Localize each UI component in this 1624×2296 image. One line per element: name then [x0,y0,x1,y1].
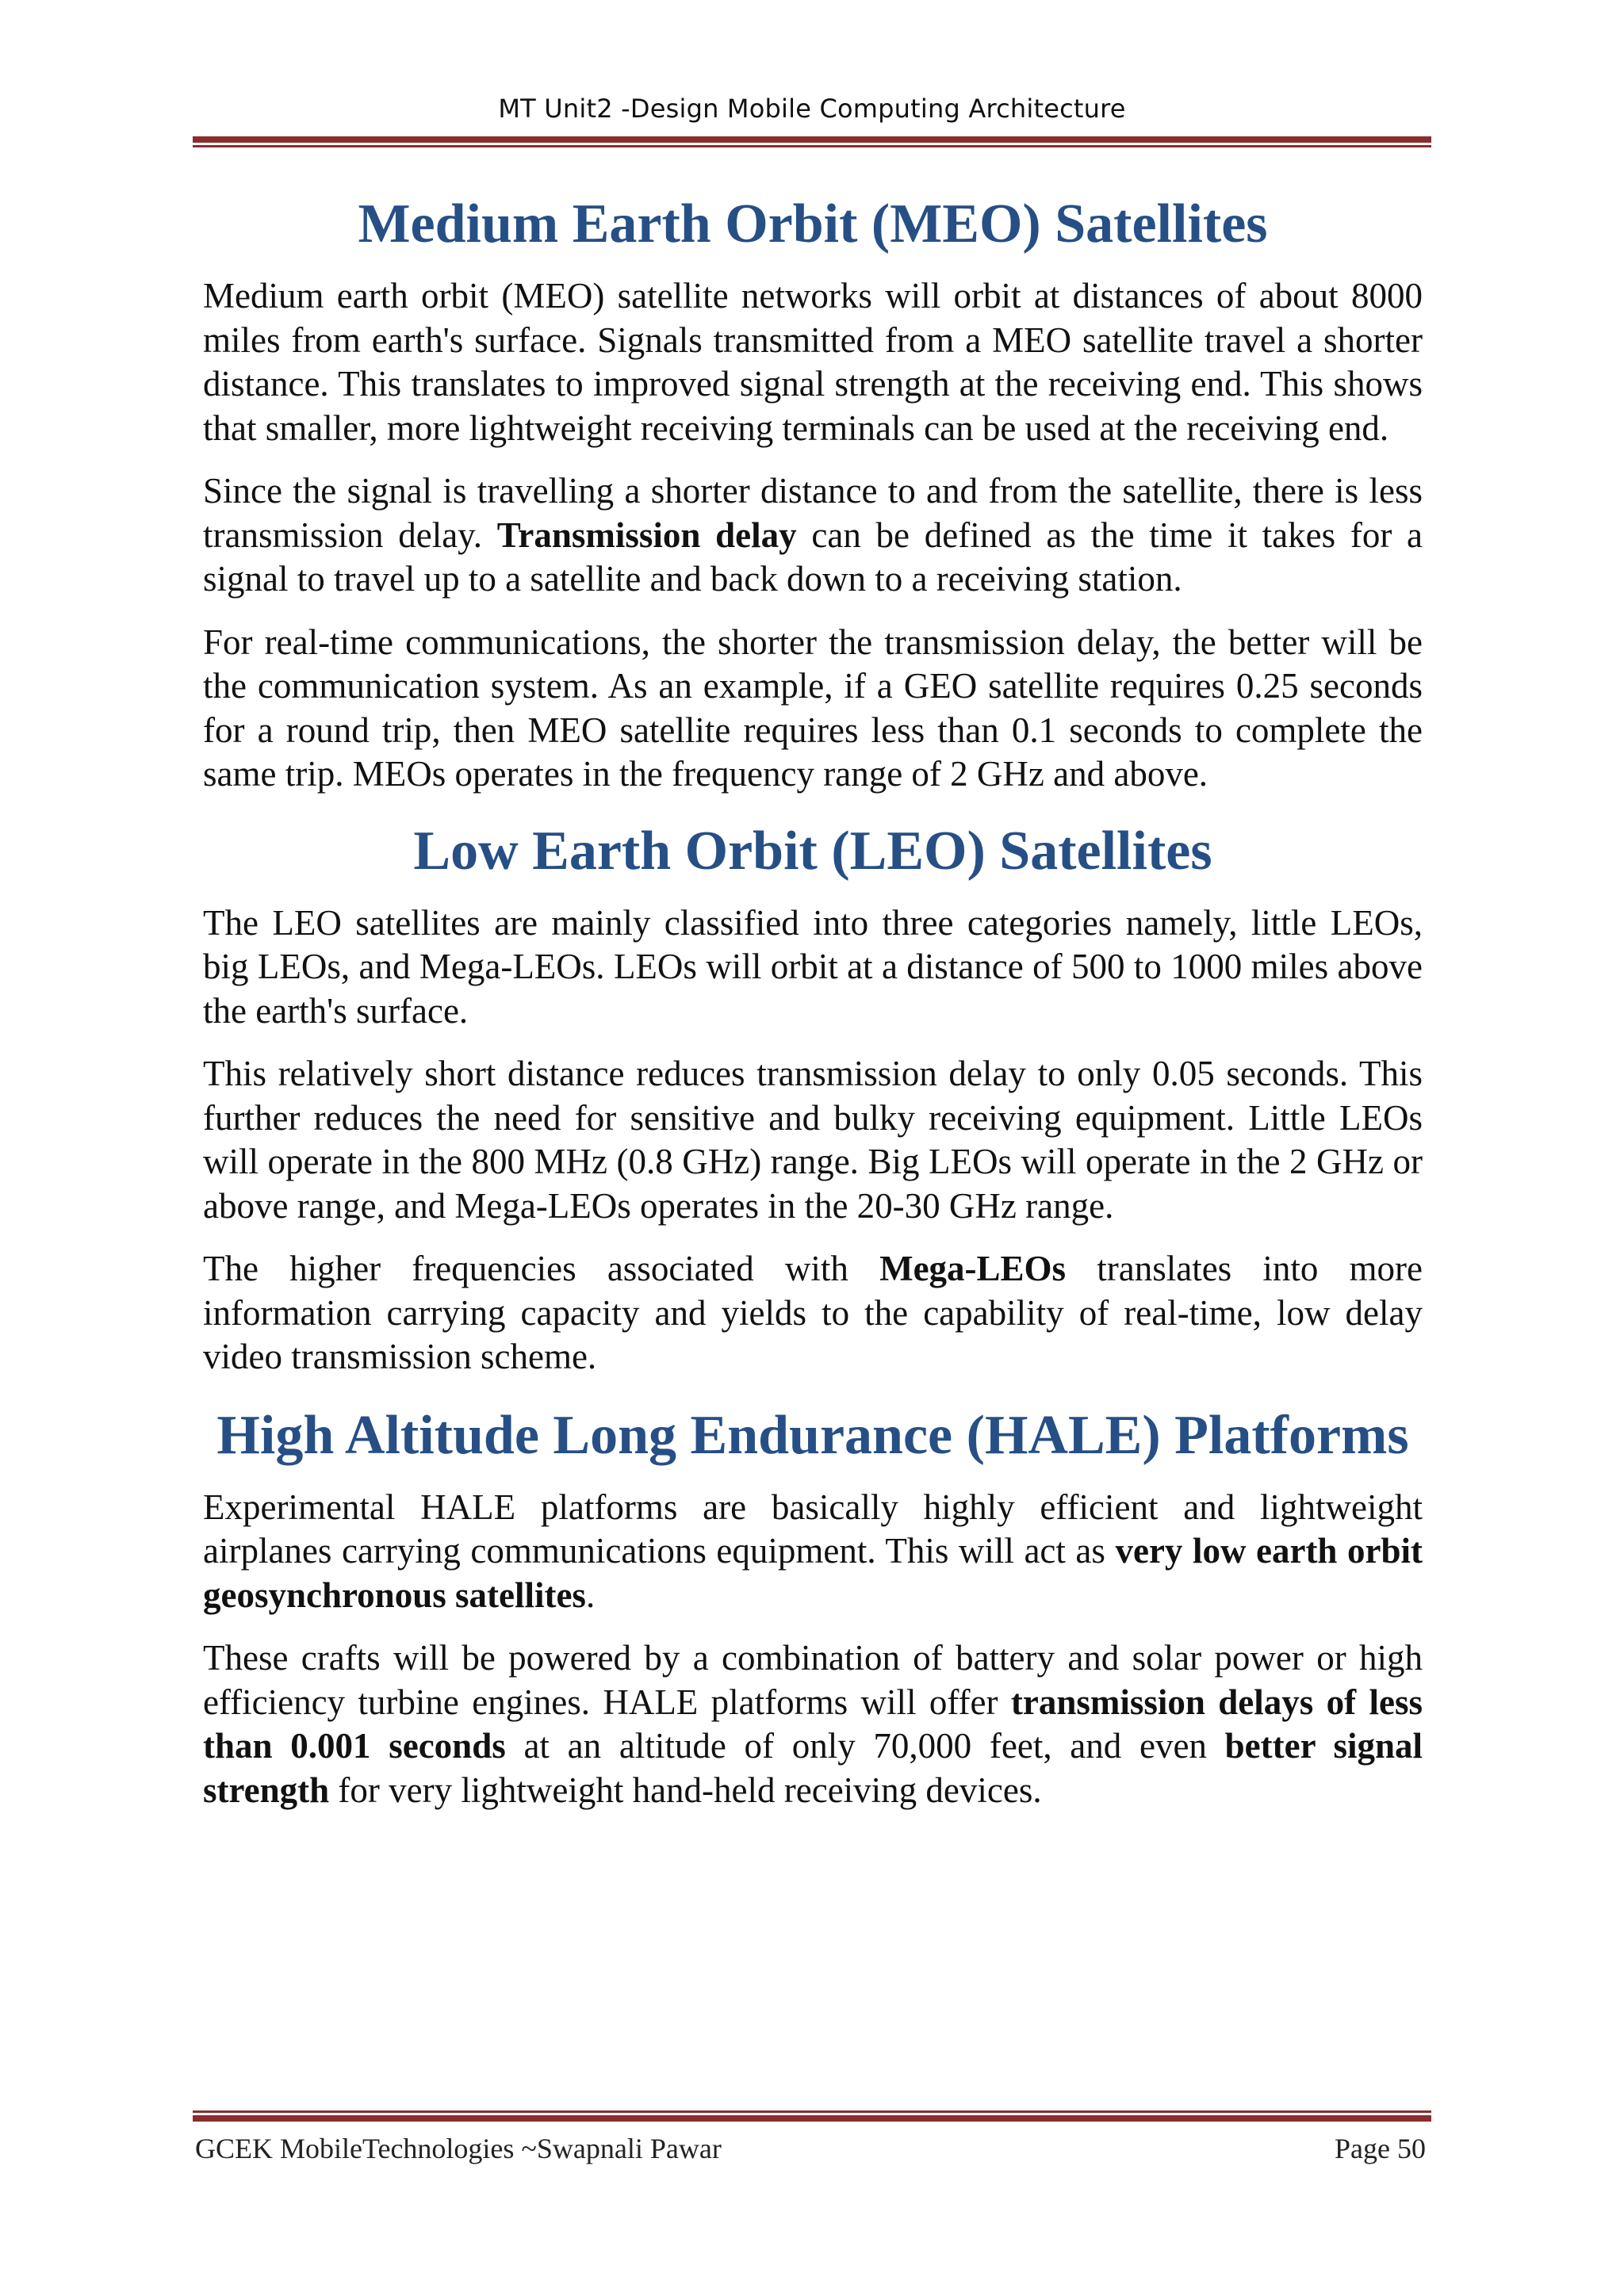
hale-paragraph-1 [203,1486,1423,1618]
hale-p2-text-e: for very lightweight hand-held receiving devices. [329,1770,1042,1810]
page-content [203,189,1423,1812]
hale-p2-text-c: at an altitude of only 70,000 feet, and even [505,1726,1225,1766]
meo-paragraph-3: For real-time communications, the shorter the transmission delay, the better will be the communication system. As an example, if a GEO satellite requires 0.25 seconds for a round trip, then MEO satellite requires less than 0.1 seconds to complete the same trip. MEOs operates in the frequency range of 2 GHz and above. [203,622,1423,794]
page-number: Page 50 [1335,2133,1426,2164]
hale-p2-bold-term-1: transmission delays of less than 0.001 seconds [203,1682,1423,1766]
meo-paragraph-1: Medium earth orbit (MEO) satellite networks will orbit at distances of about 8000 miles from earth's surface. Signals transmitted from a MEO satellite travel a shorter distance. This translates to improved signal strength at the receiving end. This shows that smaller, more lightweight receiving terminals can be used at the receiving end. [203,276,1423,448]
leo-paragraph-3 [203,1247,1423,1380]
footer-author: GCEK MobileTechnologies ~Swapnali Pawar [195,2133,722,2164]
meo-p2-text-c: can be defined as the time it takes for a signal to travel up to a satellite and back down to a receiving station. [203,515,1423,599]
footer-rule-thick [193,2115,1431,2122]
leo-p3-text-a: The higher frequencies associated with [203,1249,880,1288]
hale-p1-text-a: Experimental HALE platforms are basically highly efficient and lightweight airplanes carrying communications equipment. This will act as [203,1487,1423,1571]
header-rule [193,136,1431,147]
footer-rule [193,2110,1431,2122]
running-header: MT Unit2 -Design Mobile Computing Architecture [498,94,1126,124]
hale-p2-text-a: These crafts will be powered by a combination of battery and solar power or high efficiency turbine engines. HALE platforms will offer [203,1638,1423,1722]
header-rule-thin [193,145,1431,147]
leo-p3-text-c: translates into more information carrying capacity and yields to the capability of real-time, low delay video transmission scheme. [203,1249,1423,1376]
hale-p2-bold-term-2: better signal strength [203,1726,1423,1810]
meo-paragraph-2 [203,469,1423,602]
leo-paragraph-2: This relatively short distance reduces transmission delay to only 0.05 seconds. This further reduces the need for sensitive and bulky receiving equipment. Little LEOs will operate in the 800 MHz (0.8 GHz) range. Big LEOs will operate in the 2 GHz or above range, and Mega-LEOs operates in the 20-30 GHz range. [203,1054,1423,1226]
section-title-leo: Low Earth Orbit (LEO) Satellites [413,820,1212,882]
hale-p1-text-c: . [585,1575,596,1615]
section-title-hale: High Altitude Long Endurance (HALE) Platforms [216,1404,1409,1466]
header-rule-thick [193,136,1431,143]
leo-p3-bold-term: Mega-LEOs [879,1249,1067,1288]
leo-paragraph-1: The LEO satellites are mainly classified into three categories namely, little LEOs, big LEOs, and Mega-LEOs. LEOs will orbit at a distance of 500 to 1000 miles above the earth's surface. [203,902,1423,1031]
hale-p1-bold-term: very low earth orbit geosynchronous satellites [203,1531,1423,1615]
hale-paragraph-2 [203,1636,1423,1812]
section-title-meo: Medium Earth Orbit (MEO) Satellites [358,193,1268,254]
meo-p2-text-a: Since the signal is travelling a shorter distance to and from the satellite, there is less transmission delay. [203,471,1423,555]
footer-rule-thin [193,2110,1431,2113]
meo-p2-bold-term: Transmission delay [496,515,797,555]
